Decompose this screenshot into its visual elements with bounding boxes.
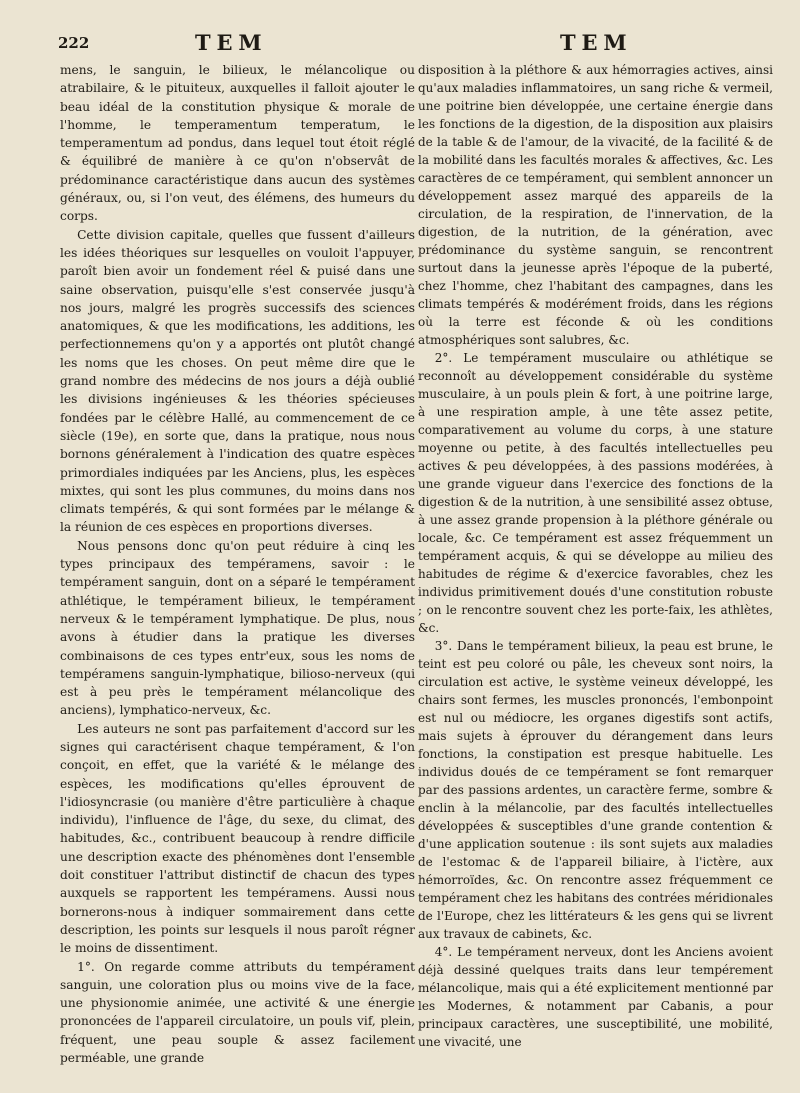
paragraph: Cette division capitale, quelles que fussent d'ailleurs les idées théoriques sur lesquelles on vouloit l'appuyer, paroît bien avoir un fondement réel & puisé dans une saine observation, puisqu'elle s'est conservée jusqu'à nos jours, malgré les progrès successifs des sciences anatomiques, & que les modifications, les additions, les perfectionnemens qu'on y a apportés ont plutôt changé les noms que les choses. On peut même dire que le grand nombre des médecins de nos jours a déjà oublié les divisions ingénieuses & les théories spécieuses fondées par le célèbre Hallé, au commencement de ce siècle (19e), en sorte que, dans la pratique, nous nous bornons généralement à l'indication des quatre espèces primordiales indiquées par les Anciens, plus, les espèces mixtes, qui sont les plus communes, du moins dans nos climats tempérés, & qui sont formées par le mélange & la réunion de ces espèces en proportions diverses. — [60, 227, 415, 535]
paragraph: Nous pensons donc qu'on peut réduire à cinq les types principaux des tempéramens, savoir : le tempérament sanguin, dont on a séparé le tempérament athlétique, le tempérament bilieux, le tempérament nerveux & le tempérament lymphatique. De plus, nous avons à étudier dans la pratique les diverses combinaisons de ces types entr'eux, sous les noms de tempéramens sanguin-lymphatique, bilioso-nerveux (qui est à peu près le tempérament mélancolique des anciens), lymphatico-nerveux, &c. — [60, 538, 415, 718]
paragraph: mens, le sanguin, le bilieux, le mélancolique ou atrabilaire, & le pituiteux, auxquelles il falloit ajouter le beau idéal de la constitution physique & morale de l'homme, le temperamentum temperatum, le temperamentum ad pondus, dans lequel tout étoit réglé & équilibré de manière à ce qu'on n'observât de prédominance caractéristique dans aucun des systèmes généraux, ou, si l'on veut, des élémens, des humeurs du corps. — [60, 63, 415, 224]
running-head-left: TEM — [195, 30, 268, 55]
left-column — [60, 61, 415, 1067]
right-column — [418, 61, 773, 1051]
paragraph: 2°. Le tempérament musculaire ou athlétique se reconnoît au développement considérable du système musculaire, à un pouls plein & fort, à une poitrine large, à une respiration ample, à une tête assez petite, comparativement au volume du corps, à une stature moyenne ou petite, à des facultés intellectuelles peu actives & peu développées, à des passions modérées, à une grande vigueur dans l'exercice des fonctions de la digestion & de la nutrition, à une sensibilité assez obtuse, à une assez grande propension à la pléthore générale ou locale, &c. Ce tempérament est assez fréquemment un tempérament acquis, & qui se développe au milieu des habitudes de régime & d'exercice favorables, chez les individus primitivement doués d'une constitution robuste ; on le rencontre souvent chez les porte-faix, les athlètes, &c. — [418, 351, 773, 635]
paragraph: 4°. Le tempérament nerveux, dont les Anciens avoient déjà dessiné quelques traits dans leur tempérement mélancolique, mais qui a été explicitement mentionné par les Modernes, & notamment par Cabanis, a pour principaux caractères, une susceptibilité, une mobilité, une vivacité, une — [418, 945, 773, 1049]
paragraph: Les auteurs ne sont pas parfaitement d'accord sur les signes qui caractérisent chaque tempérament, & l'on conçoit, en effet, que la variété & le mélange des espèces, les modifications qu'elles éprouvent de l'idiosyncrasie (ou manière d'être particulière à chaque individu), l'influence de l'âge, du sexe, du climat, des habitudes, &c., contribuent beaucoup à rendre difficile une description exacte des phénomènes dont l'ensemble doit constituer l'attribut distinctif de chacun des types auxquels se rapportent les tempéramens. Aussi nous bornerons-nous à indiquer sommairement dans cette description, les points sur lesquels il nous paroît régner le moins de dissentiment. — [60, 721, 415, 956]
paragraph: disposition à la pléthore & aux hémorragies actives, ainsi qu'aux maladies inflammatoires, un sang riche & vermeil, une poitrine bien développée, une certaine énergie dans les fonctions de la digestion, de la disposition aux plaisirs de la table & de l'amour, de la vivacité, de la facilité & de la mobilité dans les facultés morales & affectives, &c. Les caractères de ce tempérament, qui semblent annoncer un développement assez marqué des appareils de la circulation, de la respiration, de l'innervation, de la digestion, de la nutrition, de la génération, avec prédominance du système sanguin, se rencontrent surtout dans la jeunesse après l'époque de la puberté, chez l'homme, chez l'habitant des campagnes, dans les climats tempérés & modérément froids, dans les régions où la terre est féconde & où les conditions atmosphériques sont salubres, &c. — [418, 63, 773, 347]
paragraph: 3°. Dans le tempérament bilieux, la peau est brune, le teint est peu coloré ou pâle, les cheveux sont noirs, la circulation est active, le système veineux développé, les chairs sont fermes, les muscles prononcés, l'embonpoint est nul ou médiocre, les organes digestifs sont actifs, mais sujets à éprouver du dérangement dans leurs fonctions, la constipation est presque habituelle. Les individus doués de ce tempérament se font remarquer par des passions ardentes, un caractère ferme, sombre & enclin à la mélancolie, par des facultés intellectuelles développées & susceptibles d'une grande contention & d'une application soutenue : ils sont sujets aux maladies de l'estomac & de l'appareil biliaire, à l'ictère, aux hémorroïdes, &c. On rencontre assez fréquemment ce tempérament chez les habitans des contrées méridionales de l'Europe, chez les littérateurs & les gens qui se livrent aux travaux de cabinets, &c. — [418, 639, 773, 941]
paragraph: 1°. On regarde comme attributs du tempérament sanguin, une coloration plus ou moins vive de la face, une physionomie animée, une activité & une énergie prononcées de l'appareil circulatoire, un pouls vif, plein, fréquent, une peau souple & assez facilement perméable, une grande — [60, 959, 415, 1066]
page-number: 222 — [58, 34, 90, 52]
running-head-right: TEM — [560, 30, 633, 55]
